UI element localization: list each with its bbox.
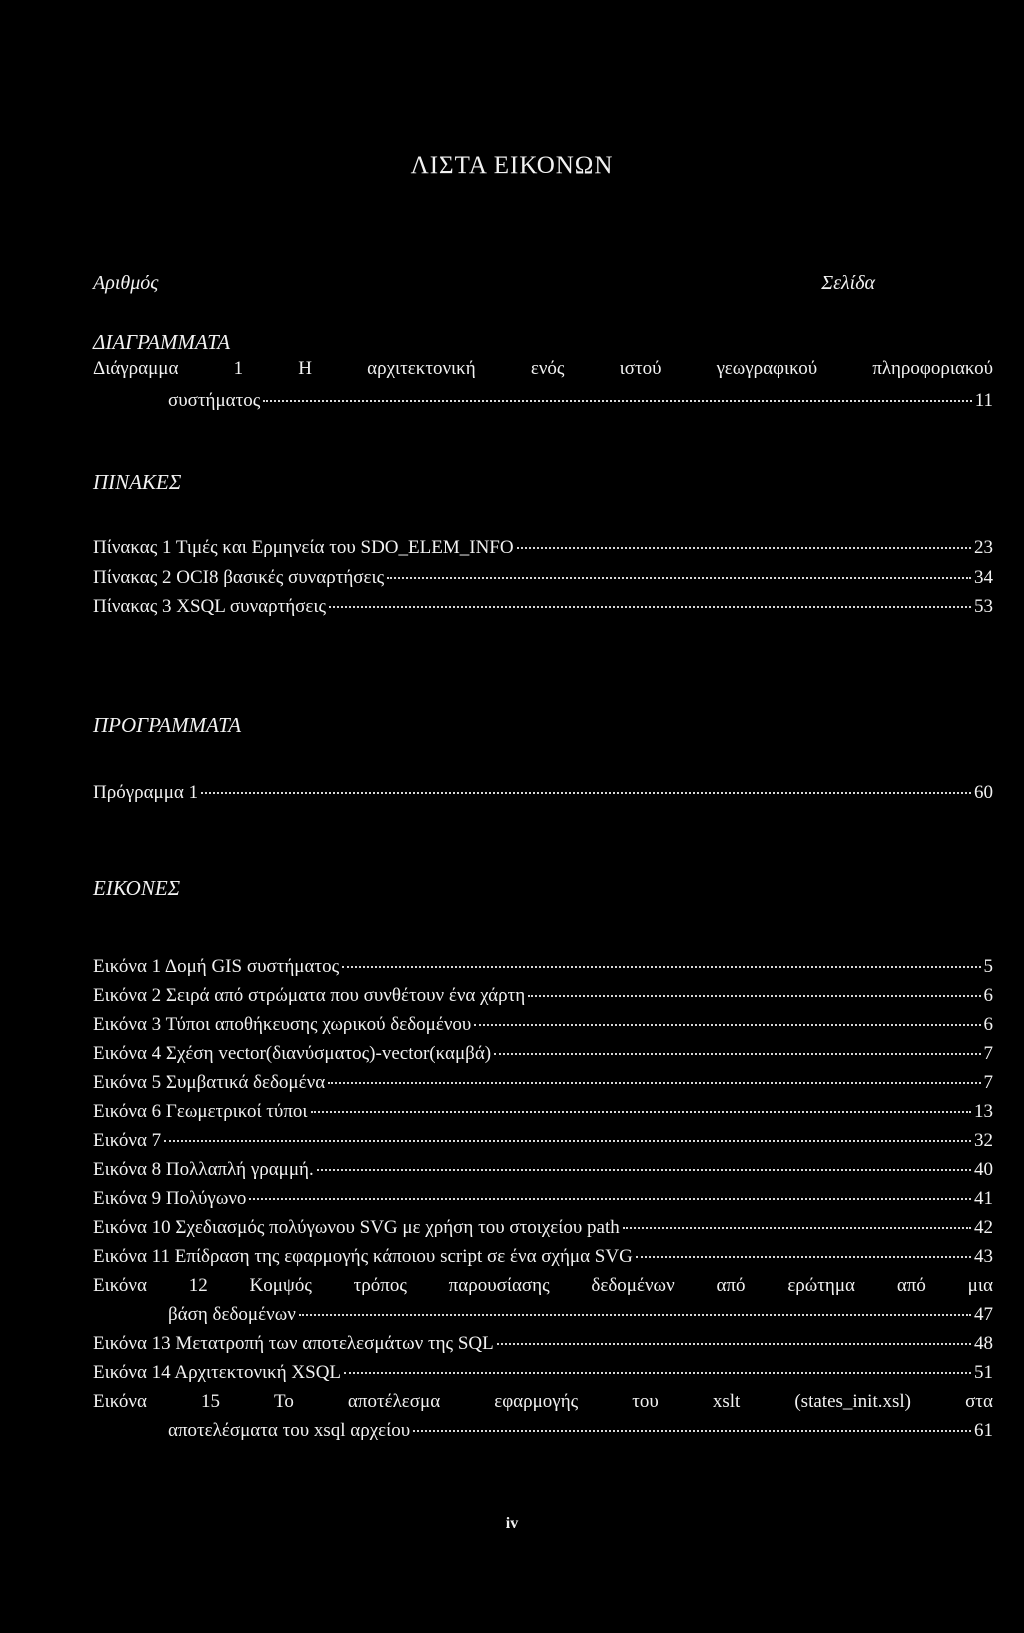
leader-dots (342, 965, 980, 968)
toc-entry-figure-12-line2[interactable] (93, 1302, 993, 1328)
leader-dots (497, 1342, 971, 1345)
toc-entry-table-1[interactable] (93, 535, 993, 561)
toc-entry-text: βάση δεδομένων (168, 1304, 296, 1325)
toc-entry-word: εφαρμογής (494, 1391, 579, 1412)
toc-entry-word: xslt (712, 1391, 741, 1412)
toc-entry-word: Διάγραμμα (93, 358, 179, 379)
toc-entry-diagram-1-line1[interactable] (93, 356, 993, 382)
toc-entry-page: 51 (974, 1362, 993, 1383)
leader-dots (528, 994, 980, 997)
justified-words (93, 356, 993, 382)
toc-entry-text: αποτελέσματα του xsql αρχείου (168, 1420, 411, 1441)
toc-entry-page: 13 (974, 1101, 993, 1122)
toc-entry-text: Εικόνα 10 Σχεδιασμός πολύγωνου SVG με χρήση του στοιχείου path (93, 1217, 620, 1238)
leader-dots (201, 791, 971, 794)
toc-entry-page: 23 (974, 537, 993, 558)
toc-entry-word: ενός (530, 358, 565, 379)
toc-entry-word: Εικόνα (93, 1275, 147, 1296)
toc-entry-word: στα (965, 1391, 993, 1412)
toc-entry-figure-1[interactable] (93, 954, 993, 980)
leader-dots (636, 1255, 971, 1258)
toc-entry-text: Εικόνα 2 Σειρά από στρώματα που συνθέτουν ένα χάρτη (93, 985, 526, 1006)
toc-entry-figure-11[interactable] (93, 1244, 993, 1270)
toc-entry-word: (states_init.xsl) (794, 1391, 911, 1412)
toc-entry-word: γεωγραφικού (716, 358, 818, 379)
toc-entry-page: 43 (974, 1246, 993, 1267)
programs-heading: ΠΡΟΓΡΑΜΜΑΤΑ (93, 713, 242, 737)
toc-entry-figure-2[interactable] (93, 983, 993, 1009)
toc-entry-word: πληροφοριακού (872, 358, 993, 379)
toc-entry-figure-4[interactable] (93, 1041, 993, 1067)
leader-dots (299, 1313, 971, 1316)
toc-entry-text: Εικόνα 9 Πολύγωνο (93, 1188, 247, 1209)
toc-entry-page: 53 (974, 596, 993, 617)
leader-dots (623, 1226, 971, 1229)
toc-entry-text: Εικόνα 7 (93, 1130, 162, 1151)
toc-entry-figure-9[interactable] (93, 1186, 993, 1212)
leader-dots (263, 399, 971, 402)
leader-dots (344, 1371, 971, 1374)
toc-entry-text: Εικόνα 1 Δομή GIS συστήματος (93, 956, 340, 977)
toc-entry-page: 34 (974, 567, 993, 588)
number-column-header: Αριθμός (93, 272, 159, 294)
toc-entry-page: 6 (983, 1014, 993, 1035)
leader-dots (164, 1139, 971, 1142)
toc-entry-word: από (896, 1275, 926, 1296)
leader-dots (317, 1168, 971, 1171)
toc-entry-word: παρουσίασης (448, 1275, 550, 1296)
toc-entry-word: αποτέλεσμα (347, 1391, 441, 1412)
toc-entry-text: συστήματος (168, 390, 261, 411)
toc-entry-table-3[interactable] (93, 594, 993, 620)
leader-dots (328, 1081, 980, 1084)
leader-dots (494, 1052, 980, 1055)
leader-dots (329, 605, 971, 608)
toc-entry-figure-15-line2[interactable] (93, 1418, 993, 1444)
page-column-header: Σελίδα (821, 272, 875, 294)
leader-dots (387, 576, 971, 579)
toc-entry-text: Εικόνα 11 Επίδραση της εφαρμογής κάποιου script σε ένα σχήμα SVG (93, 1246, 633, 1267)
toc-entry-table-2[interactable] (93, 565, 993, 591)
toc-entry-figure-13[interactable] (93, 1331, 993, 1357)
page-number-footer: iv (505, 1515, 519, 1532)
toc-entry-text: Εικόνα 8 Πολλαπλή γραμμή. (93, 1159, 314, 1180)
toc-entry-page: 6 (983, 985, 993, 1006)
toc-entry-word: τρόπος (353, 1275, 407, 1296)
toc-entry-figure-5[interactable] (93, 1070, 993, 1096)
page-title: ΛΙΣΤΑ ΕΙΚΟΝΩΝ (410, 152, 614, 179)
toc-entry-figure-12-line1[interactable] (93, 1273, 993, 1299)
toc-entry-diagram-1-line2[interactable] (93, 388, 993, 414)
toc-entry-word: Η (298, 358, 312, 379)
toc-entry-figure-8[interactable] (93, 1157, 993, 1183)
toc-entry-text: Εικόνα 13 Μετατροπή των αποτελεσμάτων της SQL (93, 1333, 494, 1354)
toc-entry-word: μια (967, 1275, 993, 1296)
toc-entry-page: 61 (974, 1420, 993, 1441)
toc-entry-word: δεδομένων (591, 1275, 675, 1296)
toc-entry-page: 7 (983, 1043, 993, 1064)
toc-entry-word: ιστού (619, 358, 662, 379)
toc-entry-word: 15 (200, 1391, 220, 1412)
toc-entry-text: Εικόνα 14 Αρχιτεκτονική XSQL (93, 1362, 342, 1383)
toc-entry-page: 48 (974, 1333, 993, 1354)
toc-entry-page: 5 (983, 956, 993, 977)
toc-entry-text: Εικόνα 3 Τύποι αποθήκευσης χωρικού δεδομένου (93, 1014, 472, 1035)
toc-entry-figure-3[interactable] (93, 1012, 993, 1038)
toc-entry-word: ερώτημα (787, 1275, 856, 1296)
toc-entry-program-1[interactable] (93, 780, 993, 806)
toc-entry-word: Κομψός (249, 1275, 312, 1296)
toc-entry-text: Εικόνα 5 Συμβατικά δεδομένα (93, 1072, 326, 1093)
toc-entry-figure-10[interactable] (93, 1215, 993, 1241)
toc-entry-word: από (716, 1275, 746, 1296)
toc-entry-word: Το (274, 1391, 294, 1412)
justified-words (93, 1273, 993, 1299)
toc-entry-figure-15-line1[interactable] (93, 1389, 993, 1415)
column-headers (93, 272, 875, 300)
leader-dots (311, 1110, 971, 1113)
toc-entry-page: 11 (974, 390, 993, 411)
toc-entry-figure-6[interactable] (93, 1099, 993, 1125)
toc-entry-page: 40 (974, 1159, 993, 1180)
toc-entry-figure-14[interactable] (93, 1360, 993, 1386)
tables-heading: ΠΙΝΑΚΕΣ (93, 470, 182, 494)
toc-entry-page: 7 (983, 1072, 993, 1093)
toc-entry-text: Πίνακας 3 XSQL συναρτήσεις (93, 596, 327, 617)
diagrams-heading: ΔΙΑΓΡΑΜΜΑΤΑ (93, 330, 231, 354)
figures-heading: ΕΙΚΟΝΕΣ (93, 876, 181, 900)
toc-entry-text: Εικόνα 6 Γεωμετρικοί τύποι (93, 1101, 308, 1122)
leader-dots (249, 1197, 971, 1200)
toc-entry-text: Πίνακας 2 OCI8 βασικές συναρτήσεις (93, 567, 385, 588)
toc-entry-word: αρχιτεκτονική (367, 358, 476, 379)
leader-dots (413, 1429, 971, 1432)
toc-entry-page: 60 (974, 782, 993, 803)
leader-dots (517, 546, 971, 549)
toc-entry-page: 32 (974, 1130, 993, 1151)
toc-entry-figure-7[interactable] (93, 1128, 993, 1154)
toc-entry-text: Πίνακας 1 Τιμές και Ερμηνεία του SDO_ELEM_INFO (93, 537, 514, 558)
toc-entry-word: 1 (233, 358, 244, 379)
justified-words (93, 1389, 993, 1415)
toc-entry-page: 41 (974, 1188, 993, 1209)
toc-entry-word: 12 (188, 1275, 208, 1296)
toc-entry-word: του (632, 1391, 659, 1412)
toc-entry-text: Εικόνα 4 Σχέση vector(διανύσματος)-vector(καμβά) (93, 1043, 492, 1064)
toc-entry-word: Εικόνα (93, 1391, 147, 1412)
toc-entry-page: 42 (974, 1217, 993, 1238)
toc-entry-page: 47 (974, 1304, 993, 1325)
toc-entry-text: Πρόγραμμα 1 (93, 782, 199, 803)
leader-dots (474, 1023, 980, 1026)
